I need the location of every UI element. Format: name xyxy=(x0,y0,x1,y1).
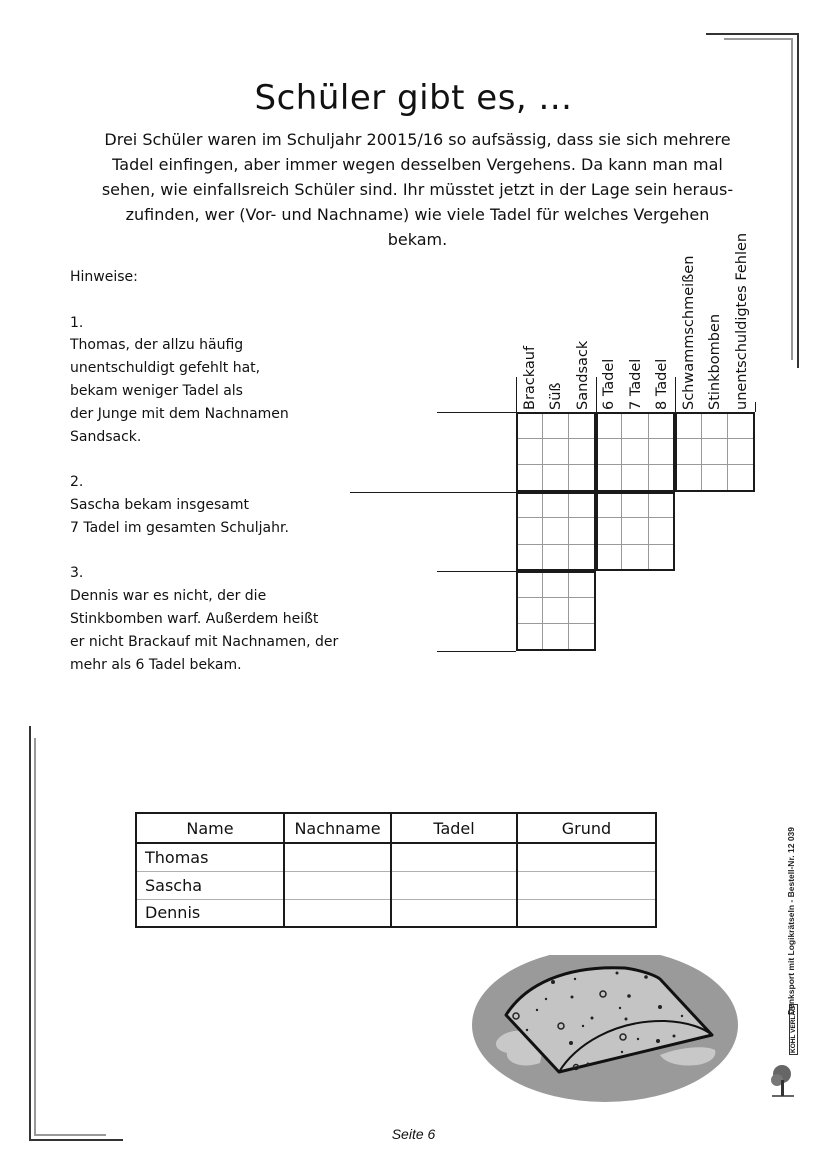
hint-2 xyxy=(70,471,360,539)
column-group-divider xyxy=(516,377,517,412)
table-row xyxy=(136,899,656,927)
cell-nachname-input[interactable] xyxy=(284,871,391,899)
row-group-divider xyxy=(437,651,516,652)
header-name: Name xyxy=(136,813,284,843)
publisher-tree-logo xyxy=(770,1060,798,1100)
cell-tadel-input[interactable] xyxy=(391,871,517,899)
cell-name: Dennis xyxy=(136,899,284,927)
hint-line: Thomas, der allzu häufig xyxy=(70,337,244,354)
column-label: Schwammschmeißen xyxy=(680,255,697,410)
column-group-divider xyxy=(675,377,676,412)
table-row xyxy=(136,843,656,871)
cell-nachname-input[interactable] xyxy=(284,843,391,871)
hint-line: mehr als 6 Tadel bekam. xyxy=(70,656,242,673)
cell-tadel-input[interactable] xyxy=(391,899,517,927)
hint-line: der Junge mit dem Nachnamen xyxy=(70,405,289,422)
column-label: 7 Tadel xyxy=(627,358,644,410)
intro-text: Drei Schüler waren im Schuljahr 20015/16 so aufsässig, dass sie sich mehrere Tadel einfingen, aber immer wegen desselben Vergehens. Da kann man mal sehen, wie einfallsreich Schüler sind. Ihr müsstet jetzt in der Lage sein heraus-zufinden, wer (Vor- und Nachname) wie viele Tadel für welches Vergehen bekam. xyxy=(101,130,734,249)
hint-line: bekam weniger Tadel als xyxy=(70,382,243,399)
hint-1 xyxy=(70,312,360,449)
solution-table xyxy=(135,812,657,928)
column-label: Sandsack xyxy=(574,340,591,410)
column-label: unentschuldigtes Fehlen xyxy=(733,232,750,410)
row-group-divider xyxy=(350,492,516,493)
hint-line: Stinkbomben warf. Außerdem heißt xyxy=(70,610,319,627)
cell-name: Thomas xyxy=(136,843,284,871)
solution-header-row xyxy=(136,813,656,843)
column-group-divider xyxy=(755,402,756,412)
table-row xyxy=(136,871,656,899)
header-tadel: Tadel xyxy=(391,813,517,843)
cell-grund-input[interactable] xyxy=(517,871,656,899)
column-group-divider xyxy=(596,377,597,412)
hint-line: unentschuldigt gefehlt hat, xyxy=(70,360,261,377)
publisher-logo-text: KOHL VERLAG xyxy=(790,1005,797,1053)
publisher-sidebar-text: Denksport mit Logikrätseln - Bestell-Nr. 12 039 xyxy=(786,826,796,1015)
row-group-divider xyxy=(437,571,516,572)
column-label: 6 Tadel xyxy=(601,358,617,410)
hint-line: 7 Tadel im gesamten Schuljahr. xyxy=(70,519,289,536)
hint-line: er nicht Brackauf mit Nachnamen, der xyxy=(70,633,339,650)
hint-3 xyxy=(70,562,360,676)
grid-section xyxy=(596,412,676,492)
cell-grund-input[interactable] xyxy=(517,843,656,871)
cell-tadel-input[interactable] xyxy=(391,843,517,871)
cell-grund-input[interactable] xyxy=(517,899,656,927)
column-label: Süß xyxy=(548,381,564,410)
grid-section xyxy=(516,571,596,651)
column-label: Stinkbomben xyxy=(707,313,723,410)
header-grund: Grund xyxy=(517,813,656,843)
hint-line: Sandsack. xyxy=(70,428,142,445)
grid-section xyxy=(516,412,596,492)
corner-bracket-bottom-left-inner xyxy=(34,738,106,1136)
hint-line: Dennis war es nicht, der die xyxy=(70,588,267,605)
grid-section xyxy=(675,412,755,492)
hint-number: 1. xyxy=(70,314,84,331)
column-label: Brackauf xyxy=(521,345,538,410)
column-label: 8 Tadel xyxy=(654,358,670,410)
cell-name: Sascha xyxy=(136,871,284,899)
hint-number: 3. xyxy=(70,565,84,582)
header-nachname: Nachname xyxy=(284,813,391,843)
row-group-divider xyxy=(437,412,516,413)
page-number: Seite 6 xyxy=(391,1126,436,1142)
page-title: Schüler gibt es, ... xyxy=(254,78,573,118)
sponge-illustration xyxy=(465,955,770,1105)
hints-section xyxy=(70,266,360,676)
hint-number: 2. xyxy=(70,474,84,491)
grid-section xyxy=(516,492,596,572)
hint-line: Sascha bekam insgesamt xyxy=(70,496,249,513)
cell-nachname-input[interactable] xyxy=(284,899,391,927)
grid-section xyxy=(596,492,676,572)
hints-heading: Hinweise: xyxy=(70,269,138,285)
